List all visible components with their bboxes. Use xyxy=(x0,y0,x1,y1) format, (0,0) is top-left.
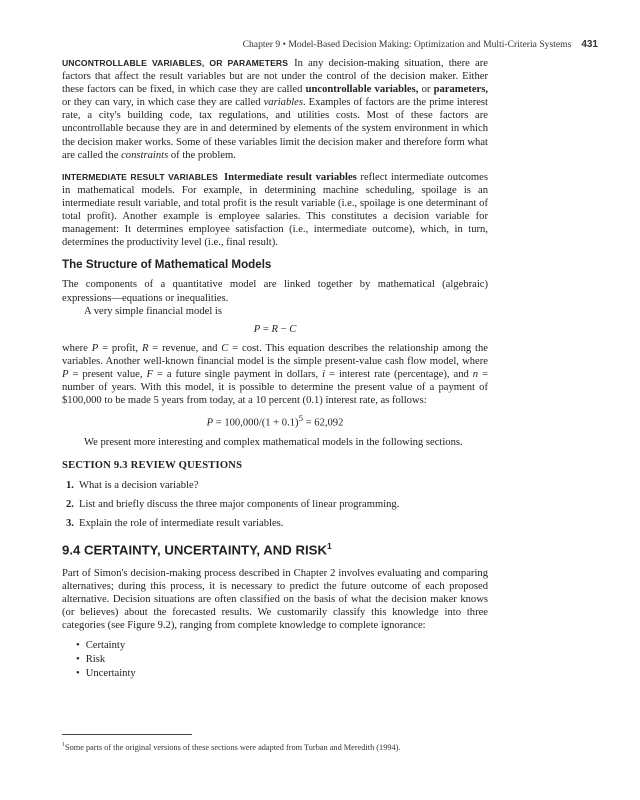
list-item: 2. List and briefly discuss the three major components of linear programming. xyxy=(66,499,400,511)
term: Intermediate result variables xyxy=(224,171,357,183)
list-item: • Certainty xyxy=(76,639,488,652)
subsection-heading: The Structure of Mathematical Models xyxy=(62,258,272,272)
page-number: 431 xyxy=(581,39,598,50)
paragraph-decision-situations: Part of Simon's decision-making process described in Chapter 2 involves evaluating and comparing alternatives; during this process, it is necessary to predict the future outcome of each proposed alternative. Decision situations are often classified on the basis of what the decision maker knows (or believes) about the forecasted results. We customarily classify this knowledge into three categories (see Figure 9.2), ranging from complete knowledge to complete ignorance: xyxy=(62,567,488,632)
running-header xyxy=(243,39,598,50)
run-in-heading: INTERMEDIATE RESULT VARIABLES xyxy=(62,171,219,182)
paragraph-simple-model: A very simple financial model is xyxy=(84,305,222,317)
list-item: 3. Explain the role of intermediate result variables. xyxy=(66,518,284,530)
equation-present-value: $P = 100,000/(1 + 0.1)^5 = 62,092$ xyxy=(206,413,344,429)
paragraph-intermediate-result-variables: INTERMEDIATE RESULT VARIABLES Intermediate result variables reflect intermediate outcomes in mathematical models. For example, in determining machine scheduling, spoilage is an intermediate result variable, and total profit is the result variable (i.e., spoilage is one determinant of total profit). Another example is employee salaries. This constitutes a decision variable for management: It determines employee satisfaction (i.e., intermediate outcome), which, in turn, determines the productivity level (i.e., final result). xyxy=(62,171,488,249)
emphasis: variables xyxy=(263,97,304,109)
run-in-heading: UNCONTROLLABLE VARIABLES, OR PARAMETERS xyxy=(62,58,289,68)
term: parameters, xyxy=(433,84,488,96)
footnote-marker: 1 xyxy=(327,541,332,552)
paragraph-uncontrollable-variables: UNCONTROLLABLE VARIABLES, OR PARAMETERS In any decision-making situation, there are factors that affect the result variables but are not under the control of the decision maker. Either these factors can be fixed, in which case they are called uncontrollable variables, or parameters, or they can vary, in which case they are called variables. Examples of factors are the prime interest rate, a city's building code, tax regulations, and utilities costs. Most of these factors are uncontrollable because they are in and determined by elements of the system environment in which the decision maker works. Some of these variables limit the decision maker and therefore form what are called the constraints of the problem. xyxy=(62,58,488,161)
equation-profit: P = R − C xyxy=(253,323,297,335)
paragraph-structure-intro: The components of a quantitative model are linked together by mathematical (algebraic) expressions—equations or inequalities. xyxy=(62,279,488,304)
list-item: 1. What is a decision variable? xyxy=(66,480,199,492)
running-title: Chapter 9 • Model-Based Decision Making: Optimization and Multi-Criteria Systems xyxy=(242,39,572,50)
list-item: • Risk xyxy=(76,653,488,666)
footnote-divider xyxy=(62,734,192,735)
emphasis: constraints xyxy=(121,149,169,161)
term: uncontrollable variables, xyxy=(305,84,419,96)
paragraph-following-sections: We present more interesting and complex mathematical models in the following sections. xyxy=(84,436,463,448)
paragraph-model-explanation: where P = profit, R = revenue, and C = cost. This equation describes the relationship among the variables. Another well-known financial model is the simple present-value cash flow model, where P = present value, F = a future single payment in dollars, i = interest rate (percentage), and n = number of years. With this model, it is possible to determine the present value of a payment of $100,000 to be made 5 years from today, at a 10 percent (0.1) interest rate, as follows: xyxy=(62,342,488,407)
review-questions-list xyxy=(62,479,488,530)
section-heading: 9.4 CERTAINTY, UNCERTAINTY, AND RISK$^1$ xyxy=(62,541,332,558)
body-text xyxy=(62,57,488,682)
knowledge-categories-list xyxy=(62,639,488,680)
footnote: $^1$Some parts of the original versions of these sections were adapted from Turban and Meredith (1994). xyxy=(62,742,401,752)
review-questions-heading: SECTION 9.3 REVIEW QUESTIONS xyxy=(62,459,243,471)
list-item: • Uncertainty xyxy=(76,667,488,680)
